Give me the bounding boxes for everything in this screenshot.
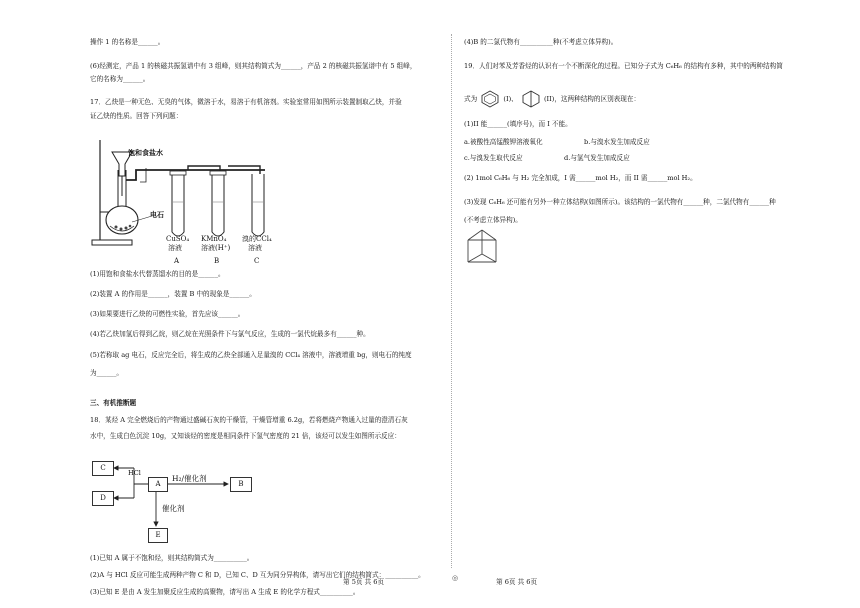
tube-b-label: B: [214, 257, 220, 265]
question-18-part-2: (2)A 与 HCl 反应可能生成两种产物 C 和 D，已知 C、D 互为同分异构体，请写出它们的结构简式：__________。: [90, 571, 425, 579]
option-a: a.被酸性高锰酸钾溶液氧化: [464, 138, 543, 146]
question-19-part-3: (不考虑立体异构)。: [464, 216, 522, 224]
question-17-stem: 证乙炔的性质。回答下列问题：: [90, 112, 183, 120]
hcl-label: HCl: [128, 469, 141, 477]
benzene-ring-structure: [480, 90, 500, 108]
tube-c-reagent: 溴的CCl₄: [242, 235, 272, 243]
carbide-label: 电石: [150, 210, 164, 219]
question-17-part-1: (1)用饱和食盐水代替蒸馏水的目的是______。: [90, 270, 225, 278]
question-17-stem: 17．乙炔是一种无色、无臭的气体，微溶于水，易溶于有机溶剂。实验室常用如图所示装置制取乙炔，并验: [90, 98, 402, 106]
question-18-stem: 水中，生成白色沉淀 10g，又知该烃的密度是相同条件下氢气密度的 21 倍，该烃可以发生如图所示反应：: [90, 432, 401, 440]
option-c: c.与溴发生取代反应: [464, 154, 523, 162]
compound-c-box: C: [92, 461, 114, 476]
question-17-part-3: (3)如果要进行乙炔的可燃性实验，首先应该______。: [90, 310, 245, 318]
compound-b-box: B: [230, 477, 252, 492]
question-17-part-2: (2)装置 A 的作用是______，装置 B 中的现象是______。: [90, 290, 256, 298]
tube-a-reagent: CuSO₄: [166, 235, 190, 243]
question-17-part-4: (4)若乙炔加氢后得到乙烷，则乙烷在光照条件下与氯气反应，生成的一氯代烷最多有______种。: [90, 330, 370, 338]
question-19-part-2: (2) 1mol C₆H₆ 与 H₂ 完全加成，I 需______mol H₂，而 II 需______mol H₂。: [464, 174, 697, 182]
dewar-benzene-structure: [521, 90, 541, 108]
text-line: 操作 1 的名称是______。: [90, 38, 165, 46]
question-19-stem: [464, 90, 640, 108]
question-18-part-4: (4)B 的二氯代物有__________种(不考虑立体异构)。: [464, 38, 618, 46]
structure-i-label: (I)、: [503, 95, 518, 103]
prismane-structure: [464, 228, 504, 268]
question-18-stem: 18．某烃 A 完全燃烧后的产物通过盛碱石灰的干燥管，干燥管增重 6.2g，若将燃烧产物通入过量的澄清石灰: [90, 416, 408, 424]
question-19-stem: 19．人们对苯及芳香烃的认识有一个不断深化的过程。已知分子式为 C₆H₆ 的结构有多种，其中的两种结构简: [464, 62, 783, 70]
option-b: b.与溴水发生加成反应: [584, 138, 650, 146]
structure-intro: 式为: [464, 95, 478, 103]
binding-mark-icon: ◎: [452, 574, 459, 582]
text-line: 它的名称为______。: [90, 75, 150, 83]
question-19-part-1: (1)II 能______(填序号)，而 I 不能。: [464, 120, 572, 128]
question-17-part-5: (5)若称取 ag 电石，反应完全后，将生成的乙炔全部通入足量溴的 CCl₄ 溶液中，溶液增重 bg，则电石的纯度: [90, 351, 412, 359]
section-title: 三、有机推断题: [90, 399, 137, 407]
catalyst-label: 催化剂: [162, 504, 185, 513]
option-d: d.与氢气发生加成反应: [564, 154, 630, 162]
tube-c-reagent: 溶液: [248, 244, 262, 252]
question-18-part-3: (3)已知 E 是由 A 发生加聚反应生成的高聚物，请写出 A 生成 E 的化学方程式__________。: [90, 588, 360, 596]
page-number-right: 第 6页 共 6页: [496, 578, 538, 586]
column-divider: [451, 34, 452, 568]
question-18-part-1: (1)已知 A 属于不饱和烃，则其结构简式为__________。: [90, 554, 254, 562]
structure-ii-label: (II)，这两种结构的区别表现在：: [543, 95, 641, 103]
page-number-left: 第 5页 共 6页: [343, 578, 385, 586]
h2-catalyst-label: H₂/催化剂: [172, 474, 207, 483]
compound-e-box: E: [148, 528, 168, 543]
tube-b-reagent: KMnO₄: [201, 235, 227, 243]
tube-a-reagent: 溶液: [168, 244, 182, 252]
compound-a-box: A: [148, 477, 168, 492]
text-line: (6)经测定，产品 1 的核磁共振氢谱中有 3 组峰，则其结构简式为______，产品 2 的核磁共振氢谱中有 5 组峰，: [90, 62, 417, 70]
saltwater-label: 饱和食盐水: [128, 148, 163, 157]
compound-d-box: D: [92, 491, 114, 506]
question-17-part-5: 为______。: [90, 369, 123, 377]
question-19-part-3: (3)发现 C₆H₆ 还可能有另外一种立体结构(如图所示)。该结构的一氯代物有______种，二氯代物有______种: [464, 198, 776, 206]
tube-b-reagent: 溶液(H⁺): [201, 244, 231, 252]
tube-a-label: A: [174, 257, 180, 265]
tube-c-label: C: [254, 257, 260, 265]
